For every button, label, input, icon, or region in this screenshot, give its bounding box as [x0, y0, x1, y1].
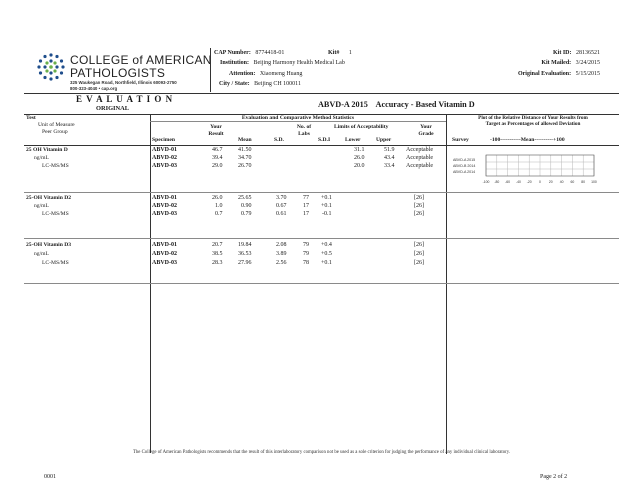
cap-number [214, 50, 284, 57]
cell-mean: 0.90 [241, 203, 252, 209]
plot-scale-label: -100-----------Mean----------+100 [490, 137, 565, 143]
cell-labs: 79 [303, 251, 309, 257]
cell-lower: 20.0 [354, 163, 365, 169]
cell-specimen: ABVD-02 [152, 203, 177, 209]
cell-grade: Acceptable [406, 155, 433, 161]
header-grade: Grade [418, 131, 434, 137]
cell-labs: 17 [303, 203, 309, 209]
cell-mean: 26.70 [238, 163, 252, 169]
kit-id-value: 28136521 [576, 50, 600, 56]
cell-lower: 26.0 [354, 155, 365, 161]
cell-grade: [26] [414, 242, 424, 248]
footer-code: 0001 [44, 474, 56, 480]
header-your: Your [210, 124, 222, 130]
cell-mean: 34.70 [238, 155, 252, 161]
cell-result: 28.3 [212, 260, 223, 266]
evaluation-subtitle: ORIGINAL [96, 105, 130, 112]
cell-upper: 51.9 [384, 147, 395, 153]
group-peer: LC-MS/MS [42, 260, 69, 266]
header-grade-your: Your [420, 124, 432, 130]
cell-specimen: ABVD-03 [152, 260, 177, 266]
original-eval-label: Original Evaluation: [517, 71, 572, 77]
cell-sdi: +0.1 [321, 260, 332, 266]
header-sdi: S.D.I [318, 137, 331, 143]
cap-logo-mark-icon [36, 52, 66, 82]
kit-id [420, 50, 600, 57]
attention [229, 71, 302, 78]
kit-value: 1 [348, 50, 352, 56]
cell-result: 0.7 [215, 211, 223, 217]
group-test-name: 25-OH Vitamin D2 [26, 195, 72, 201]
cell-result: 38.5 [212, 251, 223, 257]
header-lower: Lower [345, 137, 361, 143]
cell-result: 46.7 [212, 147, 223, 153]
group-unit: ng/mL [34, 155, 49, 161]
original-eval-value: 5/15/2015 [575, 71, 600, 77]
cell-sd: 0.61 [276, 211, 287, 217]
cell-specimen: ABVD-01 [152, 195, 177, 201]
plot-survey-label: Survey [452, 137, 469, 143]
cell-upper: 33.4 [384, 163, 395, 169]
city-value: Beijing CH 100011 [254, 81, 301, 87]
group-unit: ng/mL [34, 203, 49, 209]
cell-labs: 77 [303, 195, 309, 201]
cell-grade: [26] [414, 211, 424, 217]
cell-mean: 36.53 [238, 251, 252, 257]
cell-sd: 3.89 [276, 251, 287, 257]
group-peer: LC-MS/MS [42, 163, 69, 169]
plot-tick-label: -20 [526, 180, 532, 184]
cell-result: 39.4 [212, 155, 223, 161]
cell-upper: 43.4 [384, 155, 395, 161]
header-mean: Mean [238, 137, 252, 143]
cap-number-label: CAP Number: [214, 50, 251, 56]
cell-grade: Acceptable [406, 147, 433, 153]
header-unit: Unit of Measure [38, 122, 75, 128]
deviation-plot [452, 152, 602, 188]
kit-mailed-value: 3/24/2015 [575, 60, 600, 66]
cell-sdi: +0.1 [321, 203, 332, 209]
cell-specimen: ABVD-01 [152, 242, 177, 248]
cell-specimen: ABVD-03 [152, 163, 177, 169]
brand-name-line1: COLLEGE of AMERICAN [70, 53, 212, 67]
group-rule [24, 192, 619, 193]
cell-sd: 2.08 [276, 242, 287, 248]
deviation-plot-svg [452, 152, 602, 188]
page-number: Page 2 of 2 [540, 474, 568, 480]
cell-grade: Acceptable [406, 163, 433, 169]
cell-grade: [26] [414, 203, 424, 209]
institution [220, 60, 345, 67]
cell-grade: [26] [414, 260, 424, 266]
report-title: ABVD-A 2015 Accuracy - Based Vitamin D [318, 100, 475, 109]
kit-id-label: Kit ID: [553, 50, 572, 56]
brand-name-line2: PATHOLOGISTS [70, 66, 166, 80]
group-unit: ng/mL [34, 251, 49, 257]
plot-tick-label: 80 [581, 180, 586, 184]
institution-value: Beijing Harmony Health Medical Lab [253, 60, 345, 66]
footer-disclaimer: The College of American Pathologists recommends that the result of this interlaboratory comparison not be used as a sole criterion for judging the performance of any individual clinical laboratory. [132, 450, 511, 455]
plot-label-1: ABVD-A 2015 [453, 158, 476, 162]
cap-number-value: 8774418-01 [255, 50, 285, 56]
plot-tick-label: 0 [539, 180, 541, 184]
header-limits: Limits of Acceptability [334, 124, 389, 130]
institution-label: Institution: [220, 60, 250, 66]
group-rule [24, 238, 619, 239]
plot-tick-label: -80 [494, 180, 500, 184]
brand-contact: 800-323-4040 • cap.org [70, 86, 118, 91]
cell-result: 26.0 [212, 195, 223, 201]
plot-label-2: ABVD-B 2014 [453, 164, 476, 168]
cell-mean: 41.50 [238, 147, 252, 153]
header-upper: Upper [376, 137, 392, 143]
attention-label: Attention: [229, 71, 256, 77]
cell-sdi: -0.1 [322, 211, 332, 217]
header-test: Test [26, 115, 36, 121]
cell-specimen: ABVD-02 [152, 155, 177, 161]
cell-grade: [26] [414, 195, 424, 201]
plot-tick-label: 100 [591, 180, 597, 184]
cell-sdi: +0.1 [321, 195, 332, 201]
cell-result: 29.0 [212, 163, 223, 169]
cell-lower: 31.1 [354, 147, 365, 153]
header-result: Result [208, 131, 224, 137]
table-row [0, 260, 640, 270]
header-sd: S.D. [274, 137, 284, 143]
group-peer: LC-MS/MS [42, 211, 69, 217]
plot-title-line2: Target as Percentages of allowed Deviation [485, 121, 581, 127]
cell-grade: [26] [414, 251, 424, 257]
cell-mean: 0.79 [241, 211, 252, 217]
cell-sdi: +0.5 [321, 251, 332, 257]
cell-sd: 2.56 [276, 260, 287, 266]
cell-result: 20.7 [212, 242, 223, 248]
cell-sd: 3.70 [276, 195, 287, 201]
cell-labs: 79 [303, 242, 309, 248]
cell-specimen: ABVD-01 [152, 147, 177, 153]
cell-specimen: ABVD-03 [152, 211, 177, 217]
plot-tick-label: -60 [505, 180, 511, 184]
cell-mean: 27.96 [238, 260, 252, 266]
plot-tick-label: -40 [515, 180, 521, 184]
plot-label-3: ABVD-A 2014 [453, 170, 476, 174]
plot-tick-label: 40 [559, 180, 564, 184]
header-section: Evaluation and Comparative Method Statistics [241, 115, 355, 121]
group-rule [24, 283, 619, 284]
plot-title-line1: Plot of the Relative Distance of Your Results from [478, 115, 588, 121]
group-test-name: 25-OH Vitamin D3 [26, 242, 72, 248]
plot-tick-label: 60 [570, 180, 575, 184]
kit-mailed-label: Kit Mailed: [541, 60, 572, 66]
header-bottom-rule [24, 145, 619, 146]
attention-value: Xiaomeng Huang [259, 71, 303, 77]
brand-address: 325 Waukegan Road, Northfield, Illinois 60093-2750 [70, 80, 177, 85]
kit-mailed [420, 60, 600, 67]
cell-result: 1.0 [215, 203, 223, 209]
header-divider [210, 48, 211, 92]
kit-label: Kit# [328, 50, 340, 56]
header-no-of: No. of [296, 124, 312, 130]
city-state [219, 81, 301, 88]
cell-mean: 19.84 [238, 242, 252, 248]
cap-logo [36, 52, 66, 82]
header-labs: Labs [298, 131, 310, 137]
cell-mean: 25.65 [238, 195, 252, 201]
original-evaluation [420, 71, 600, 78]
table-row [0, 211, 640, 221]
evaluation-title: E V A L U A T I O N [76, 94, 174, 104]
cell-sd: 0.67 [276, 203, 287, 209]
cell-labs: 78 [303, 260, 309, 266]
cell-specimen: ABVD-02 [152, 251, 177, 257]
cell-sdi: +0.4 [321, 242, 332, 248]
header-specimen: Specimen [152, 137, 175, 143]
group-test-name: 25 OH Vitamin D [26, 147, 68, 153]
header-peer: Peer Group [42, 129, 68, 135]
kit-number [328, 50, 352, 57]
cell-labs: 17 [303, 211, 309, 217]
plot-tick-label: -100 [482, 180, 490, 184]
plot-tick-label: 20 [548, 180, 553, 184]
city-label: City / State: [219, 81, 250, 87]
